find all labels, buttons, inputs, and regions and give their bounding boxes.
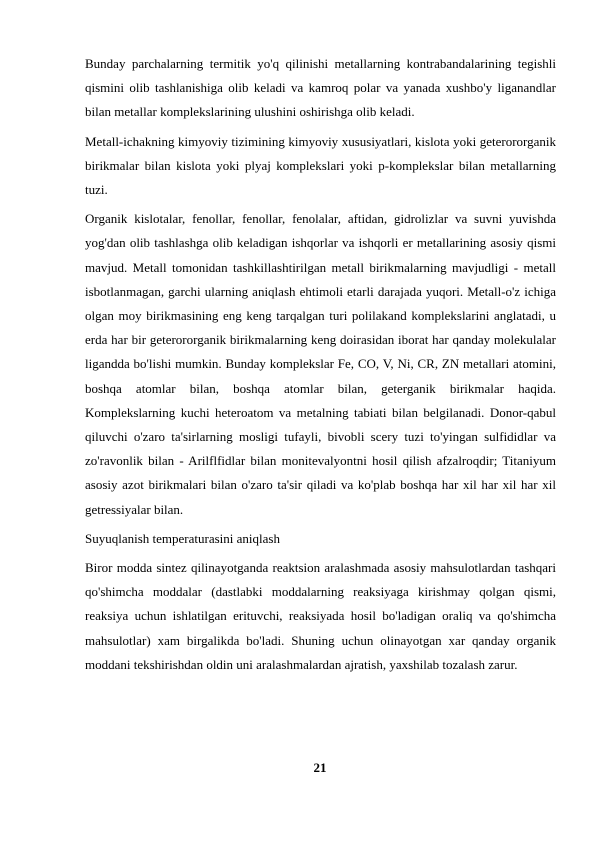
document-body [85, 52, 556, 682]
paragraph-2: Metall-ichakning kimyoviy tizimining kimyoviy xususiyatlari, kislota yoki geterororganik birikmalar bilan kislota yoki plyaj komplekslari yoki p-komplekslar bilan metallarning tuzi. [85, 133, 556, 198]
section-heading: Suyuqlanish temperaturasini aniqlash [85, 530, 280, 546]
paragraph-4: Biror modda sintez qilinayotganda reaktsion aralashmada asosiy mahsulotlardan tashqari qo'shimcha moddalar (dastlabki moddalarning reaksiyaga kirishmay qolgan qismi, reaksiya uchun ishlatilgan erituvchi, reaksiyada hosil bo'ladigan oraliq va qo'shimcha mahsulotlar) xam birgalikda bo'ladi. Shuning uchun olinayotgan xar qanday organik moddani tekshirishdan oldin uni aralashmalardan ajratish, yaxshilab tozalash zarur. [85, 560, 556, 672]
page-number: 21 [313, 760, 327, 775]
paragraph-3: Organik kislotalar, fenollar, fenollar, fenolalar, aftidan, gidrolizlar va suvni yuvishda yog'dan olib tashlashga olib keladigan ishqorlar va ishqorli er metallarining asosiy qismi mavjud. Metall tomonidan tashkillashtirilgan metall birikmalarning mavjudligi - metall isbotlanmagan, garchi ularning aniqlash ehtimoli etarli darajada yuqori. Metall-o'z ichiga olgan moy birikmasining eng keng tarqalgan turi polilakand komplekslarini anglatadi, u erda har bir geterororganik birikmalarning keng doirasidan iborat har qanday molekulalar ligandda bo'lishi mumkin. Bunday komplekslar Fe, CO, V, Ni, CR, ZN metallari atomini, boshqa atomlar bilan, boshqa atomlar bilan, geterganik birikmalar haqida. Komplekslarning kuchi heteroatom va metalning tabiati bilan belgilanadi. Donor-qabul qiluvchi o'zaro ta'sirlarning mosligi tufayli, bivobli scery tuzi to'yingan sulfididlar va zo'ravonlik bilan - Arilflfidlar bilan monitevalyontni hosil qilish afzalroqdir; Titaniyum asosiy azot birikmalari bilan o'zaro ta'sir qiladi va ko'plab boshqa har xil har xil har xil getressiyalar bilan. [85, 211, 556, 517]
paragraph-1: Bunday parchalarning termitik yo'q qilinishi metallarning kontrabandalarining tegishli qismini olib tashlanishiga olib keladi va kamroq polar va yanada xushbo'y liganandlar bilan metallar komplekslarining ulushini oshirishga olib keladi. [85, 56, 556, 120]
